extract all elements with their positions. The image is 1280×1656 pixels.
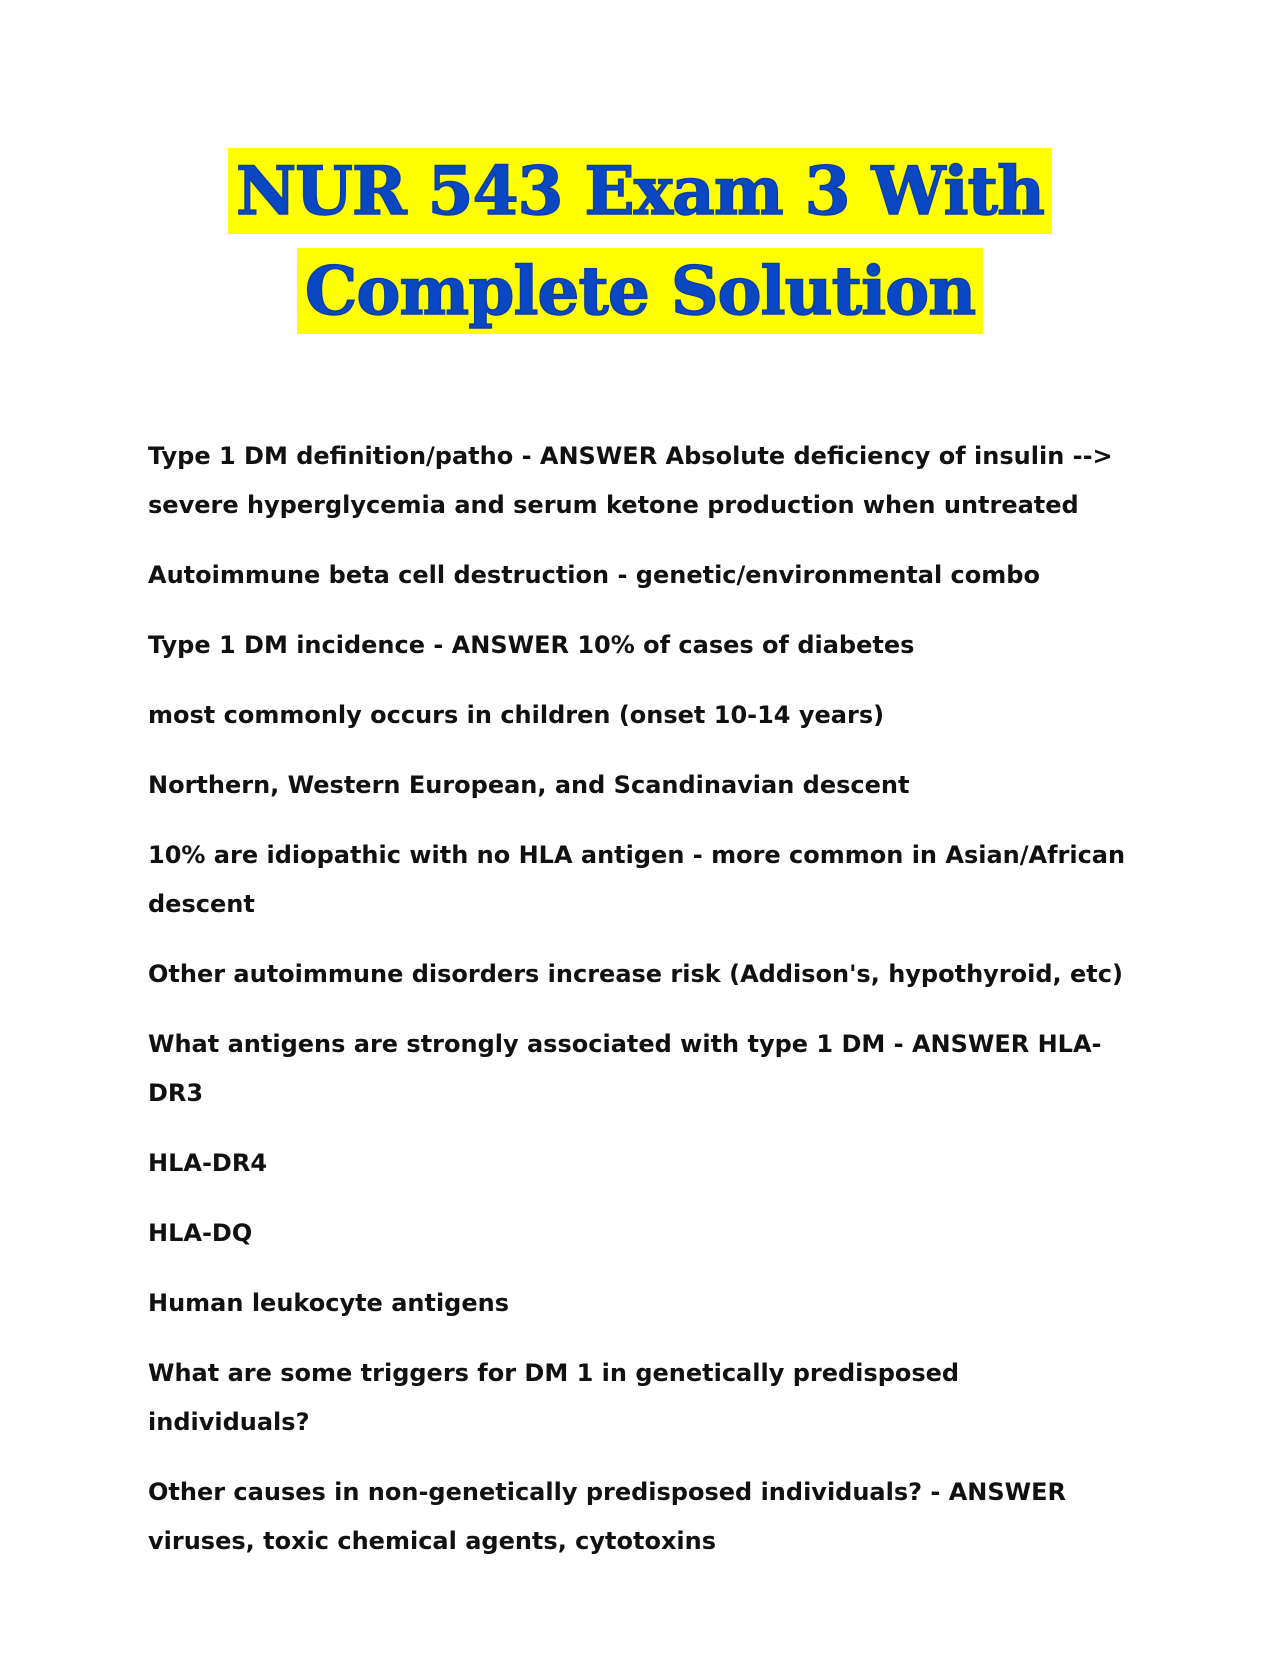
paragraph-autoimmune-destruction: Autoimmune beta cell destruction - genetic/environmental combo bbox=[148, 561, 1040, 589]
paragraph-human-leukocyte: Human leukocyte antigens bbox=[148, 1289, 509, 1317]
paragraph-hla-dr4: HLA-DR4 bbox=[148, 1149, 268, 1177]
paragraph-idiopathic: 10% are idiopathic with no HLA antigen - more common in Asian/African descent bbox=[148, 841, 1126, 918]
paragraph-type1-incidence: Type 1 DM incidence - ANSWER 10% of cases of diabetes bbox=[148, 631, 915, 659]
paragraph-hla-dq: HLA-DQ bbox=[148, 1219, 253, 1247]
paragraph-triggers-question: What are some triggers for DM 1 in genetically predisposed individuals? bbox=[148, 1359, 960, 1436]
title-line-1: NUR 543 Exam 3 With bbox=[228, 148, 1052, 234]
paragraph-other-causes: Other causes in non-genetically predisposed individuals? - ANSWER viruses, toxic chemical agents, cytotoxins bbox=[148, 1478, 1067, 1555]
paragraph-descent: Northern, Western European, and Scandinavian descent bbox=[148, 771, 910, 799]
paragraph-autoimmune-risk: Other autoimmune disorders increase risk (Addison's, hypothyroid, etc) bbox=[148, 960, 1123, 988]
document-body bbox=[148, 432, 1128, 1587]
paragraph-antigens-question: What antigens are strongly associated with type 1 DM - ANSWER HLA-DR3 bbox=[148, 1030, 1102, 1107]
paragraph-onset-children: most commonly occurs in children (onset 10-14 years) bbox=[148, 701, 885, 729]
title-line-2: Complete Solution bbox=[297, 248, 983, 334]
paragraph-type1-definition: Type 1 DM definition/patho - ANSWER Absolute deficiency of insulin --> severe hyperglycemia and serum ketone production when untreated bbox=[148, 442, 1113, 519]
document-title bbox=[0, 148, 1280, 334]
